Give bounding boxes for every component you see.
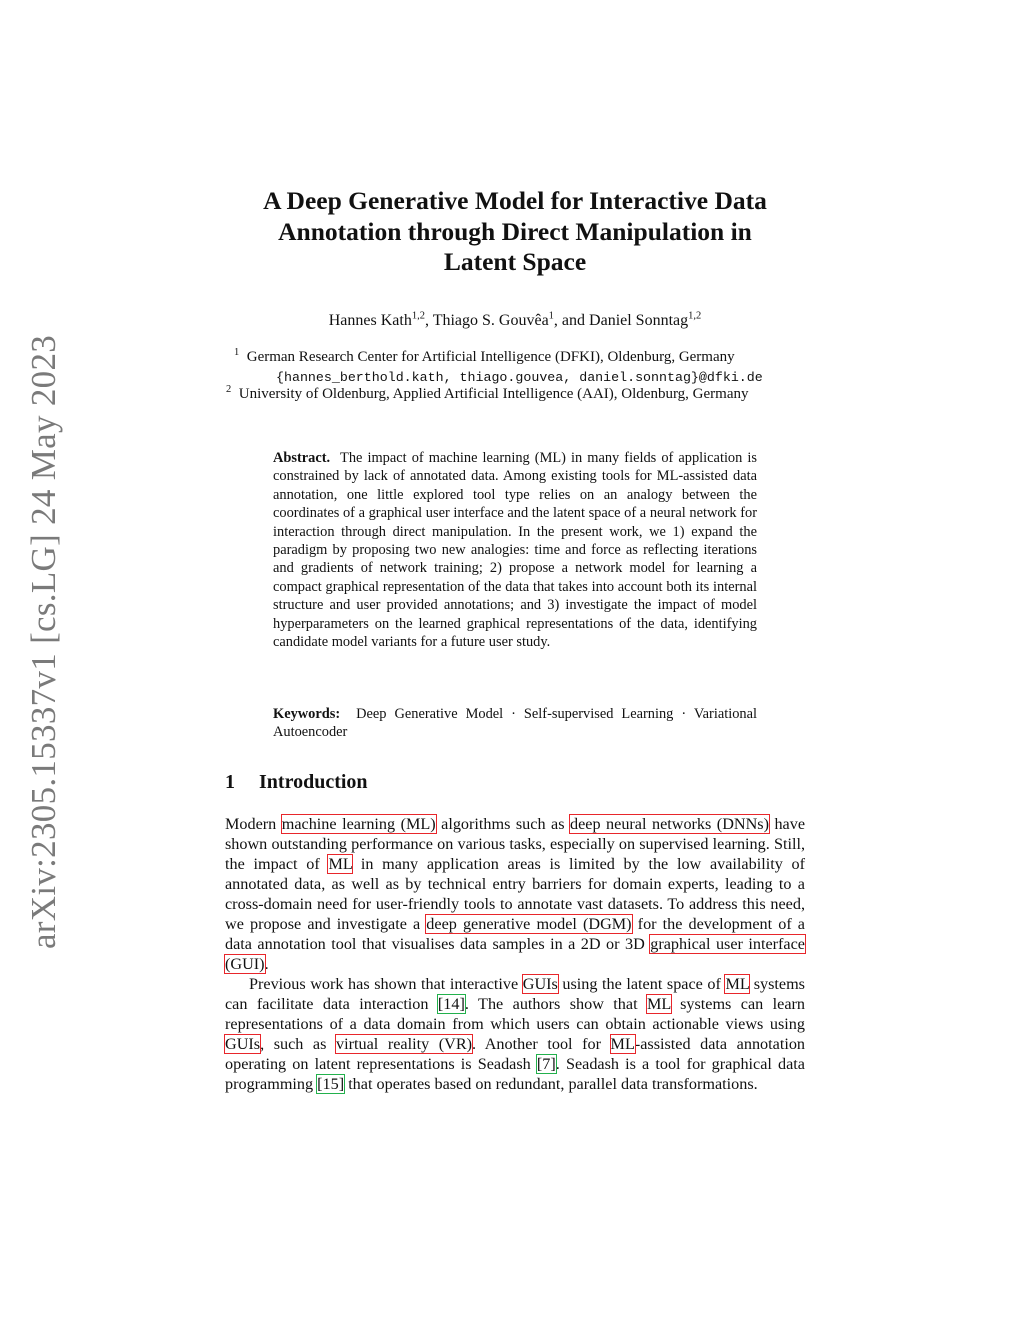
arxiv-identifier: arXiv:2305.15337v1 [cs.LG] 24 May 2023 xyxy=(24,334,63,950)
paragraph-1 xyxy=(225,814,805,974)
text-run: systems can learn representations of a data domain from which users can obtain actionable views using xyxy=(225,995,805,1033)
acronym-link-guis[interactable]: GUIs xyxy=(225,1035,261,1053)
text-run: . Another tool for xyxy=(472,1035,611,1053)
affiliation-2-mark: 2 xyxy=(226,384,232,395)
author-sonntag-affil: 1,2 xyxy=(688,310,702,322)
title-line-3: Latent Space xyxy=(443,247,587,276)
title-line-2: Annotation through Direct Manipulation in xyxy=(278,216,752,246)
affiliation-2-text: University of Oldenburg, Applied Artificial Intelligence (AAI), Oldenburg, Germany xyxy=(238,386,749,402)
abstract-label: Abstract. xyxy=(273,450,331,466)
acronym-link-dnns[interactable]: deep neural networks (DNNs) xyxy=(570,815,769,833)
acronym-link-ml[interactable]: ML xyxy=(725,975,750,993)
arxiv-sidebar xyxy=(24,334,63,950)
author-gouvea: Thiago S. Gouvêa xyxy=(432,312,549,329)
acronym-link-vr[interactable]: virtual reality (VR) xyxy=(336,1035,473,1053)
text-run: . Seadash is a tool for graphical data programming xyxy=(225,1055,805,1093)
author-sonntag: Daniel Sonntag xyxy=(589,312,689,329)
keywords-label: Keywords: xyxy=(273,706,341,722)
acronym-link-gui[interactable]: graphical user interface (GUI) xyxy=(225,935,805,973)
paper-title xyxy=(200,186,830,278)
citation-link-14[interactable]: [14] xyxy=(437,995,465,1013)
text-run: for the development of a data annotation tool that visualises data samples in a 2D or 3D xyxy=(225,915,805,953)
abstract-text: The impact of machine learning (ML) in many fields of application is constrained by lack of annotated data. Among existing tools for ML-assisted data annotation, one little explored tool type relies on an analogy between the coordinates of a graphical user interface and the latent space of a neural network for interaction through direct manipulation. In the present work, we 1) expand the paradigm by proposing two new analogies: time and force as reflecting iterations and gradients of network training; 2) propose a network model for learning a compact graphical representation of the data that takes into account both its internal structure and user provided annotations; and 3) investigate the impact of model hyperparameters on the learned graphical representations of the data, identifying candidate model variants for a future user study. xyxy=(273,450,757,651)
body-text xyxy=(225,814,805,1094)
text-run: have shown outstanding performance on various tasks, especially on supervised learning. Still, the impact of xyxy=(225,815,806,873)
affiliation-1-mark: 1 xyxy=(234,347,240,358)
author-separator: , xyxy=(424,312,433,329)
keywords-text: Deep Generative Model · Self-supervised Learning · Variational Autoencoder xyxy=(273,706,757,741)
text-run: in many application areas is limited by the low availability of annotated data, as well as by technical entry barriers for domain experts, leading to a cross-domain need for user-friendly tools to annotate vast datasets. To address this need, we propose and investigate a xyxy=(225,855,805,933)
text-run: Modern xyxy=(225,815,282,833)
acronym-link-ml[interactable]: ML xyxy=(328,855,353,873)
text-run: algorithms such as xyxy=(435,815,570,833)
text-run: , such as xyxy=(260,1035,336,1053)
citation-link-7[interactable]: [7] xyxy=(536,1055,556,1073)
author-separator: , and xyxy=(553,312,590,329)
author-kath-affil: 1,2 xyxy=(411,310,425,322)
abstract xyxy=(273,449,757,651)
citation-link-15[interactable]: [15] xyxy=(317,1075,345,1093)
paragraph-2 xyxy=(225,974,805,1094)
keywords xyxy=(273,705,757,742)
author-gouvea-affil: 1 xyxy=(548,310,554,322)
text-run: . The authors show that xyxy=(464,995,647,1013)
author-list xyxy=(0,312,1024,330)
acronym-link-ml[interactable]: ML xyxy=(610,1035,635,1053)
text-run: systems can facilitate data interaction xyxy=(225,975,805,1013)
author-emails: {hannes_berthold.kath, thiago.gouvea, daniel.sonntag}@dfki.de xyxy=(276,370,763,385)
acronym-link-ml[interactable]: ML xyxy=(646,995,671,1013)
acronym-link-ml[interactable]: machine learning (ML) xyxy=(281,815,436,833)
text-run: Previous work has shown that interactive xyxy=(249,975,523,993)
affiliation-1 xyxy=(234,349,735,366)
author-kath: Hannes Kath xyxy=(328,312,412,329)
section-number: 1 xyxy=(225,771,235,793)
affiliation-1-text: German Research Center for Artificial Intelligence (DFKI), Oldenburg, Germany xyxy=(246,349,735,365)
text-run: . xyxy=(264,955,269,973)
text-run: using the latent space of xyxy=(557,975,726,993)
section-heading-introduction xyxy=(225,771,368,794)
text-run: that operates based on redundant, parallel data transformations. xyxy=(344,1075,758,1093)
title-line-1: A Deep Generative Model for Interactive Data xyxy=(263,186,767,215)
acronym-link-guis[interactable]: GUIs xyxy=(522,975,558,993)
affiliation-2 xyxy=(226,386,749,403)
section-title: Introduction xyxy=(259,771,368,793)
text-run: -assisted data annotation operating on latent representations is Seadash xyxy=(225,1035,806,1073)
acronym-link-dgm[interactable]: deep generative model (DGM) xyxy=(426,915,632,933)
